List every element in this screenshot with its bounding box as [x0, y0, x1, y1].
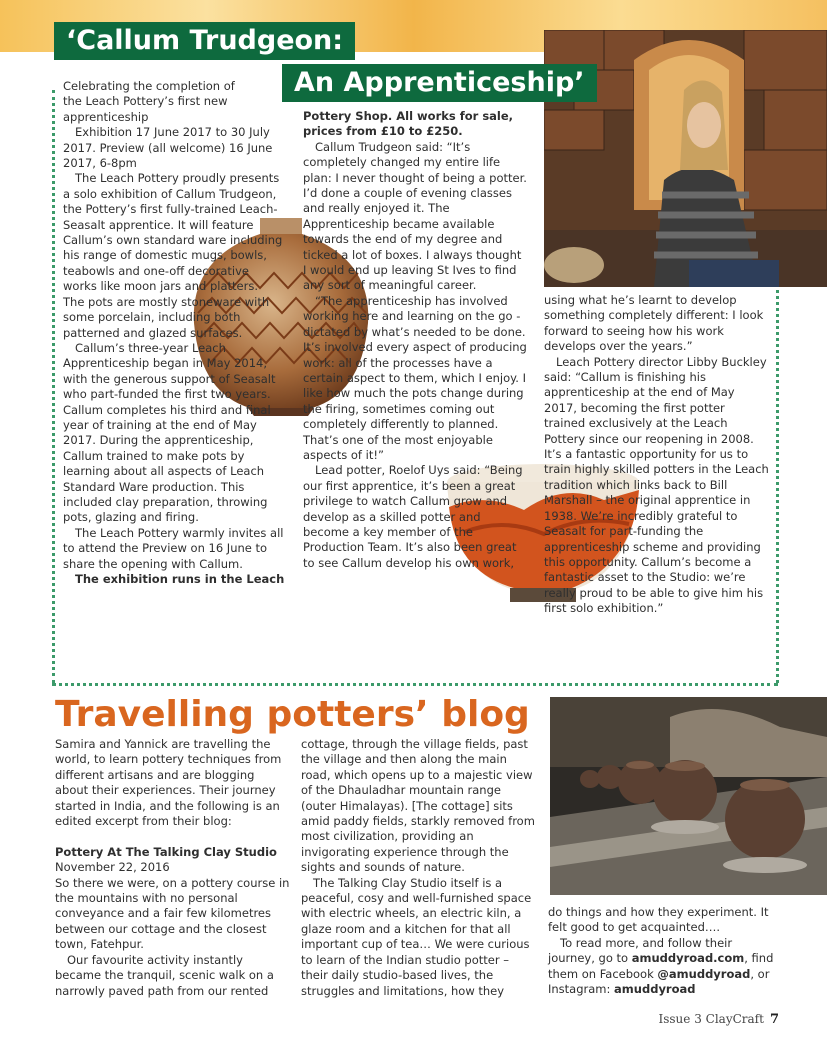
- facebook-handle[interactable]: @amuddyroad: [657, 966, 751, 981]
- blog-column-2: [301, 737, 536, 999]
- blog-date: November 22, 2016: [55, 860, 170, 875]
- instagram-handle[interactable]: amuddyroad: [614, 982, 696, 997]
- article-paragraph: The exhibition runs in the Leach: [75, 572, 285, 586]
- article-paragraph: using what he’s learnt to develop something completely different: I look forward to seeing how his work develops over the years.”: [544, 293, 764, 354]
- article-paragraph: The Leach Pottery warmly invites all to attend the Preview on 16 June to share the opening with Callum.: [63, 525, 284, 571]
- shop-note: Pottery Shop. All works for sale, prices from £10 to £250.: [303, 109, 514, 139]
- article-column-2: [303, 109, 528, 571]
- article-intro: Celebrating the completion of the Leach Pottery’s first new apprenticeship: [63, 79, 235, 124]
- blog-paragraph: do things and how they experiment. It felt good to get acquainted….: [548, 905, 769, 935]
- article-column-3: [544, 293, 769, 617]
- page-footer: [659, 1012, 780, 1027]
- article-paragraph: The Leach Pottery proudly presents a solo exhibition of Callum Trudgeon, the Pottery’s first fully-trained Leach-Seasalt apprentice. It will feature Callum’s own standard ware including his range of domestic mugs, bowls, teabowls and one-off decorative works like moon jars and platters. The pots are mostly stoneware with some porcelain, including both patterned and glazed surfaces.: [63, 171, 283, 340]
- blog-title: Travelling potters’ blog: [55, 694, 530, 735]
- article-paragraph: Leach Pottery director Libby Buckley said: “Callum is finishing his apprenticeship at the end of May 2017, becoming the first potter trained exclusively at the Leach Pottery since our reopening in 2008. It’s a fantastic opportunity for us to train highly skilled potters in the Leach tradition which links back to Bill Marshall – the original apprentice in 1938. We’re incredibly grateful to Seasalt for part-funding the apprenticeship scheme and providing this opportunity. Callum’s become a fantastic asset to the Studio: we’re really proud to be able to give him his first solo exhibition.”: [544, 354, 769, 616]
- article-column-1: [63, 79, 288, 587]
- blog-intro: Samira and Yannick are travelling the world, to learn pottery techniques from different artisans and are blogging about their experiences. Their journey started in India, and the following is an edited excerpt from their blog:: [55, 737, 282, 829]
- page-number: 7: [769, 1012, 779, 1027]
- blog-follow-paragraph: [548, 936, 780, 998]
- article-paragraph: Callum Trudgeon said: “It’s completely changed my entire life plan: I never thought of being a potter. I’d done a couple of evening classes and really enjoyed it. The Apprenticeship became available towards the end of my degree and ticked a lot of boxes. I always thought I would end up leaving St Ives to find any sort of meaningful career.: [303, 139, 527, 293]
- dotted-frame-left: [52, 90, 55, 683]
- website-link[interactable]: amuddyroad.com: [631, 951, 745, 966]
- article-paragraph: Lead potter, Roelof Uys said: “Being our first apprentice, it’s been a great privilege to watch Callum grow and develop as a skilled potter and become a key member of the Production Team. It’s also been great to see Callum develop his own work,: [303, 463, 523, 570]
- follow-text: , find them on Facebook: [548, 951, 774, 981]
- article-title-line-2: An Apprenticeship’: [282, 64, 597, 102]
- article-title-line-1: ‘Callum Trudgeon:: [54, 22, 355, 60]
- studio-pots-photo: [550, 697, 827, 895]
- blog-column-3: [548, 905, 780, 997]
- article-paragraph: “The apprenticeship has involved working here and learning on the go - dictated by what’s needed to be done. It’s involved every aspect of producing work: all of the processes have a certain aspect to them, which I enjoy. I like how much the pots change during the firing, sometimes coming out completely differently to planned. That’s one of the most enjoyable aspects of it!”: [303, 293, 527, 462]
- blog-paragraph: The Talking Clay Studio itself is a peaceful, cosy and well-furnished space with electric wheels, an electric kiln, a glaze room and a kitchen for that all important cup of tea… We were curious to learn of the Indian studio potter – their daily studio-based lives, the struggles and limitations, how they: [301, 875, 532, 998]
- dotted-divider: [52, 683, 778, 690]
- article-paragraph: Callum’s three-year Leach Apprenticeship began in May 2014, with the generous support of Seasalt who part-funded the first two years. Callum completes his third and final year of training at the end of May 2017. During the apprenticeship, Callum trained to make pots by learning about all aspects of Leach Standard Ware production. This included clay preparation, throwing pots, glazing and firing.: [63, 340, 276, 525]
- follow-text: , or Instagram:: [548, 966, 770, 997]
- issue-label: Issue 3 ClayCraft: [658, 1012, 764, 1026]
- dotted-frame-right: [776, 290, 779, 683]
- blog-paragraph: So there we were, on a pottery course in the mountains with no personal conveyance and a fair few kilometres between our cottage and the closest town, Fatehpur.: [55, 875, 290, 952]
- exhibition-dates: Exhibition 17 June 2017 to 30 July 2017. Preview (all welcome) 16 June 2017, 6-8pm: [63, 125, 273, 171]
- follow-text: To read more, and follow their journey, go to: [548, 935, 733, 966]
- blog-column-1: [55, 737, 290, 999]
- blog-subheading: Pottery At The Talking Clay Studio: [55, 844, 277, 859]
- blog-paragraph: Our favourite activity instantly became the tranquil, scenic walk on a narrowly paved path from our rented: [55, 952, 274, 998]
- blog-paragraph: cottage, through the village fields, past the village and then along the main road, which opens up to a majestic view of the Dhauladhar mountain range (outer Himalayas). [The cottage] sits amid paddy fields, starkly removed from most civilization, providing an invigorating experience through the sights and sounds of nature.: [301, 737, 535, 875]
